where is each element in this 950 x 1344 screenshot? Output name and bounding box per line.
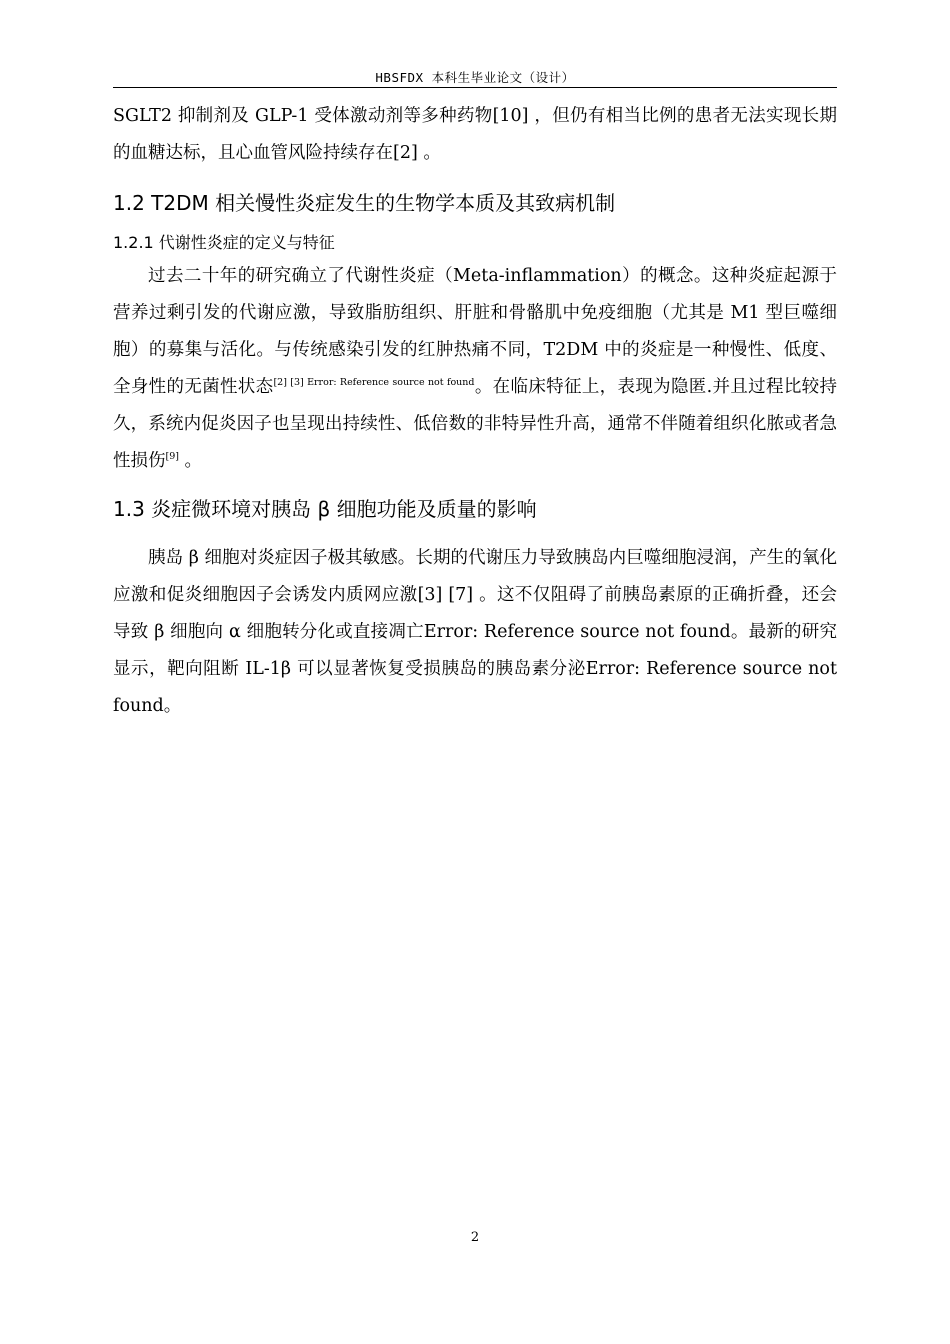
page-number: 2 [470, 1230, 480, 1245]
page-content [113, 98, 837, 725]
subsection-heading-1-2-1: 1.2.1 代谢性炎症的定义与特征 [113, 233, 335, 252]
paragraph-continued: SGLT2 抑制剂及 GLP-1 受体激动剂等多种药物[10] ，但仍有相当比例的患者无法实现长期的血糖达标，且心血管风险持续存在[2] 。 [113, 106, 837, 163]
section-heading-1-2: 1.2 T2DM 相关慢性炎症发生的生物学本质及其致病机制 [113, 191, 616, 215]
paragraph-meta-inflammation [113, 258, 837, 480]
citation-superscript-9: [9] [165, 451, 179, 462]
section-heading-1-3: 1.3 炎症微环境对胰岛 β 细胞功能及质量的影响 [113, 497, 537, 521]
header-rule [113, 87, 837, 88]
citation-superscript: [2] [3] Error: Reference source not found [273, 377, 475, 388]
paragraph-text-end: 。 [178, 451, 203, 471]
paragraph-text-part1: 过去二十年的研究确立了代谢性炎症（Meta-inflammation）的概念。这种炎症起源于营养过剩引发的代谢应激，导致脂肪组织、肝脏和骨骼肌中免疫细胞（尤其是 M1 型巨噬细胞）的募集与活化。与传统感染引发的红肿热痛不同，T2DM 中的炎症是一种慢性、低度、全身性的无菌性状态 [113, 266, 837, 397]
paragraph-beta-cell: 胰岛 β 细胞对炎症因子极其敏感。长期的代谢压力导致胰岛内巨噬细胞浸润，产生的氧化应激和促炎细胞因子会诱发内质网应激[3] [7] 。这不仅阻碍了前胰岛素原的正确折叠，还会导致 β 细胞向 α 细胞转分化或直接凋亡Error: Reference source not found。最新的研究显示，靶向阻断 IL-1β 可以显著恢复受损胰岛的胰岛素分泌Error: Reference source not found。 [113, 548, 837, 716]
page-header-title: HBSFDX 本科生毕业论文（设计） [375, 70, 575, 85]
paragraph-text-part2: 。在临床特征上，表现为隐匿.并且过程比较持久，系统内促炎因子也呈现出持续性、低倍数的非特异性升高，通常不伴随着组织化脓或者急性损伤 [113, 377, 838, 471]
